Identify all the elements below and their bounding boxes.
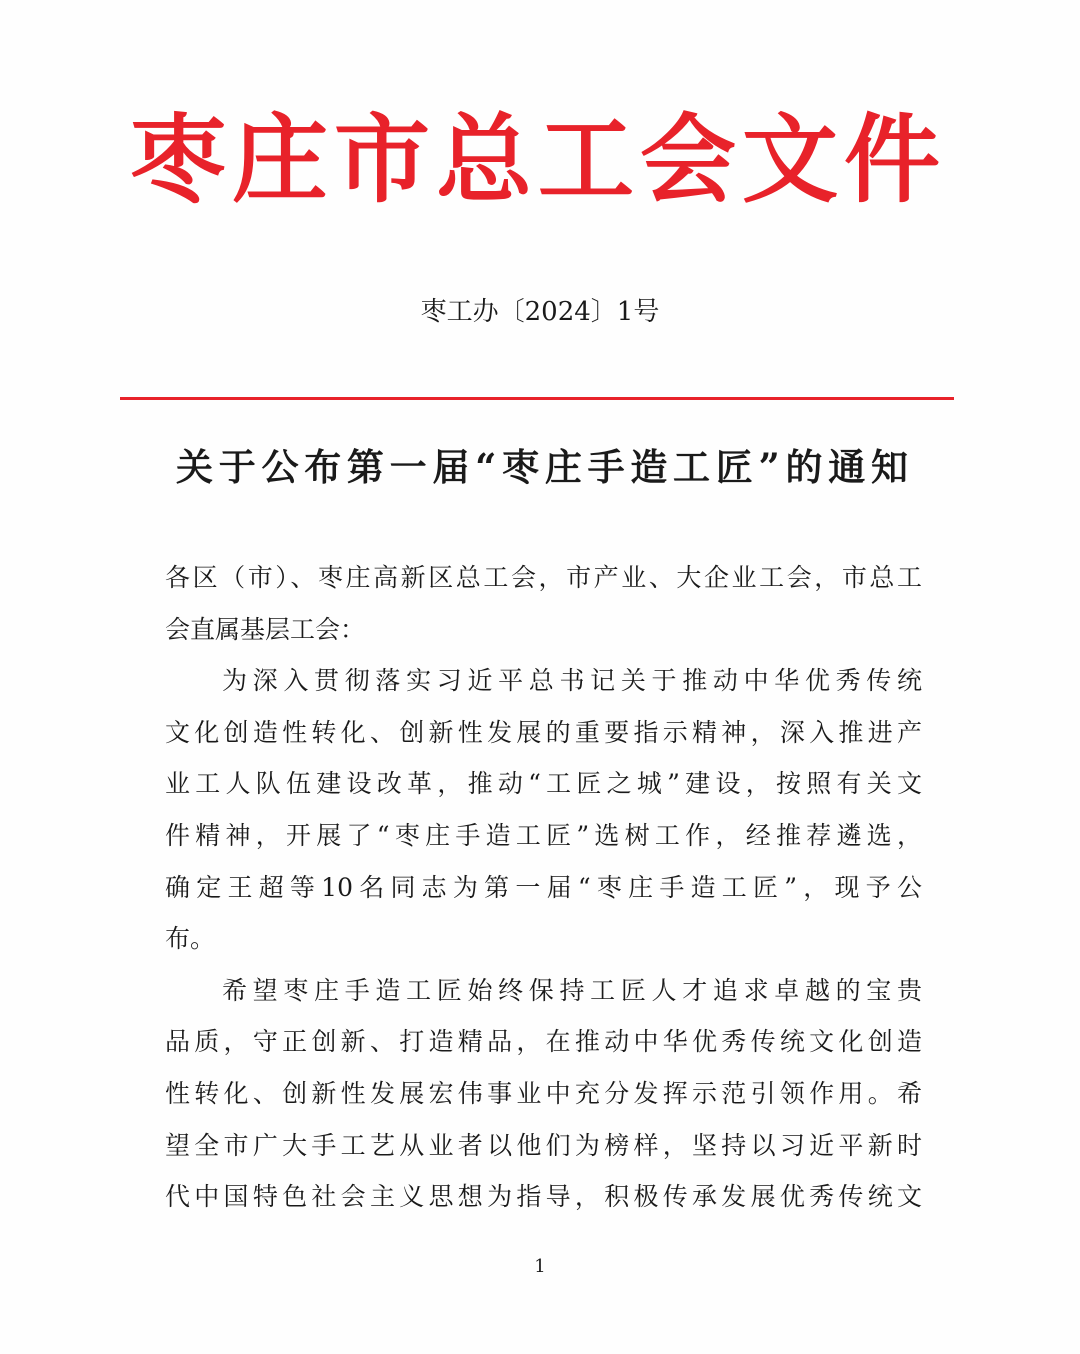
body-text-line: 布。: [165, 924, 216, 954]
body-text-line: 件精神，开展了“枣庄手造工匠”选树工作，经推荐遴选，: [165, 820, 922, 850]
notice-title: 关于公布第一届“枣庄手造工匠”的通知: [176, 445, 908, 489]
body-text-line: 品质，守正创新、打造精品，在推动中华优秀传统文化创造: [165, 1027, 922, 1057]
body-text-line: 文化创造性转化、创新性发展的重要指示精神，深入推进产: [165, 717, 922, 747]
body-text-line: 性转化、创新性发展宏伟事业中充分发挥示范引领作用。希: [165, 1078, 922, 1108]
red-divider-line: [120, 397, 954, 400]
document-masthead: 枣庄市总工会文件: [130, 103, 940, 216]
page-number: 1: [534, 1256, 546, 1277]
body-text-line: 各区（市）、枣庄高新区总工会，市产业、大企业工会，市总工: [165, 563, 922, 592]
notice-body: [165, 556, 922, 1227]
body-text-line: 代中国特色社会主义思想为指导，积极传承发展优秀传统文: [165, 1182, 922, 1212]
document-number: 枣工办〔2024〕1号: [420, 297, 660, 327]
body-text-line: 希望枣庄手造工匠始终保持工匠人才追求卓越的宝贵: [222, 975, 922, 1005]
body-text-line: 会直属基层工会：: [165, 614, 366, 644]
body-text-line: 业工人队伍建设改革，推动“工匠之城”建设，按照有关文: [165, 769, 922, 799]
body-text-line: 望全市广大手工艺从业者以他们为榜样，坚持以习近平新时: [165, 1130, 922, 1160]
body-text-line: 为深入贯彻落实习近平总书记关于推动中华优秀传统: [222, 666, 922, 696]
body-text-line: 确定王超等10名同志为第一届“枣庄手造工匠”，现予公: [165, 872, 922, 902]
